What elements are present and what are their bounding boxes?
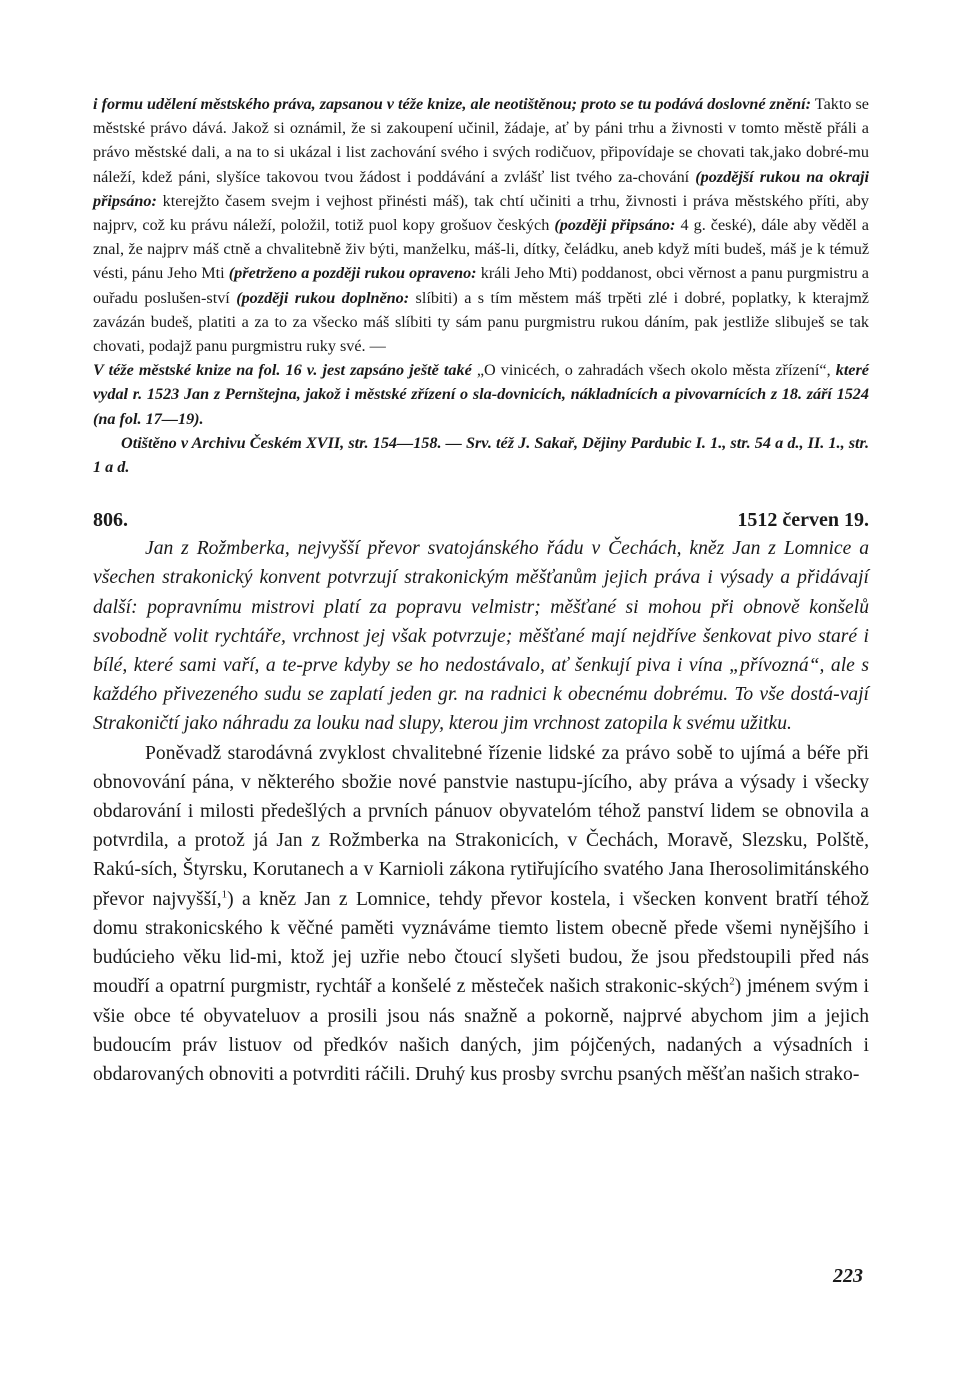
document-header xyxy=(93,509,869,532)
regest-summary: Jan z Rožmberka, nejvyšší převor svatojánského řádu v Čechách, kněz Jan z Lomnice a všechen strakonický konvent potvrzují strakonickým měšťanům jejich práva i výsady a přidávají další: popravnímu mistrovi platí za popravu velmistr; měšťané si mohou při obnově konšelů svobodně volit rychtáře, vrchnost jej však potvrzuje; měšťané mají nejdříve šenkovat pivo staré i bílé, které sami vaří, a te-prve kdyby se ho nedostávalo, ať šenkují piva i vína „přívozná“, ale s každého přivezeného sudu se zaplatí jeden gr. na radnici k obecnému dobrému. To vše dostá-vají Strakoničtí jako náhradu za louku nad slupy, kterou jim vrchnost zatopila k svému užitku. xyxy=(93,538,869,735)
page-content xyxy=(93,92,869,1089)
editorial-note: (později připsáno: xyxy=(554,216,676,235)
text-run: „O vinicéch, o zahradách všech okolo města zřízení“, xyxy=(471,361,836,380)
editorial-note: (později rukou doplněno: xyxy=(236,288,410,307)
document-date: 1512 červen 19. xyxy=(737,509,869,532)
text-run: králi Jeho Mti) poddanost, obci věrnost a panu purgmistru a ouřadu poslušen-ství xyxy=(93,264,869,307)
text-run: slíbiti) a s tím městem máš trpěti zlé i dobré, poplatky, k kterajmž zavázán budeš, platiti a za to za všecko máš slíbiti ty sám panu purgmistru rukou dáním, pak jestliže slibuješ se tak chovati, podajž panu purgmistru ruky své. — xyxy=(93,288,869,356)
text-run: ) jménem svým i všie obce té obyvateluov a prosili jsou nás snažně a pokorně, najprvé abychom jim a jejich budoucím práv listuov od předkóv našich daných, jim pójčených, nadaných a výsadních i obdarovaných obnoviti a potvrditi ráčili. Druhý kus prosby svrchu psaných měšťan našich strako- xyxy=(93,976,869,1085)
text-run: kterejžto časem svejm i vejhost přinésti máš), tak chtí učiniti a trhu, živnosti i práva městského příti, aby najprv, což ku právu náleží, položil, totiž puol kopy grošuov českých xyxy=(93,191,869,235)
page-number: 223 xyxy=(833,1265,863,1287)
paragraph-print-reference: Otištěno v Archivu Českém XVII, str. 154—158. — Srv. též J. Sakař, Dějiny Pardubic I. 1., str. 54 a d., II. 1., str. 1 a d. xyxy=(93,433,869,477)
document-body xyxy=(93,739,869,1089)
editorial-note: i formu udělení městského práva, zapsanou v téže knize, ale neotištěnou; proto se tu podává doslovné znění: xyxy=(93,95,812,113)
text-run: 4 g. české), dále aby věděl a znal, že najprv máš ctně a chvalitebně živ býti, manželku, máš-li, dítky, čeládku, aneb když míti budeš, máš je k témuž vésti, pánu Jeho Mti xyxy=(93,216,869,283)
previous-document-tail xyxy=(93,92,869,479)
footnote-marker: 2 xyxy=(729,975,735,988)
document-number: 806. xyxy=(93,509,128,532)
footnote-marker: 1 xyxy=(221,888,228,901)
text-run: Takto se městské právo dává. Jakož si oznámil, že si zakoupení učinil, žádaje, ať by páni trhu a živnosti v tomto městě přáli a právo městské dali, a na to si ukázal i list zachování svého i svých rodičuov, připovídaje se chovati tak,jako dobré-mu náleží, kdež páni, slyšíce takovou tvou žádost i poddávání a zvlášť list tvého za-chování xyxy=(93,95,869,186)
editorial-note: (přetrženo a později rukou opraveno: xyxy=(228,264,477,283)
editorial-note: které vydal r. 1523 Jan z Pernštejna, jakož i městské zřízení o sla-dovnicích, nákladnících a pivovarnících z 18. září 1524 (na fol. 17—19). xyxy=(93,361,869,428)
editorial-note: V téže městské knize na fol. 16 v. jest zapsáno ještě také xyxy=(93,361,472,380)
editorial-note: (pozdější rukou na okraji připsáno: xyxy=(93,167,869,210)
paragraph-city-law xyxy=(93,92,869,358)
text-run: Poněvadž starodávná zvyklost chvalitebné řízenie lidské za právo sobě to ujímá a béře při obnovování pána, v některého sbožie nové panstvie nastupu-jícího, aby práva a výsady i všecky obdarování i milosti předešlých a prvních pánuov obyvatelóm téhož panství lidem se obnovila a potvrdila, a protož já Jan z Rožmberka na Strakonicích, v Čechách, Moravě, Slezsku, Polště, Rakú-sích, Štyrsku, Korutanech a v Karnioli zákona rytiřujícího svatého Jana Iherosolimitánského převor najvyšší, xyxy=(93,742,869,910)
text-run: ) a kněz Jan z Lomnice, tehdy převor kostela, i všecken konvent bratří téhož domu strakonicského k věčné paměti vyznáváme tiemto listem obecně přede všemi nynějšího i budúcieho věku lid-mi, ktož jej uzřie nebo čtoucí slyšeti budou, že jsou předstoupili před nás moudří a opatrní purgmistr, rychtář a konšelé z městeček našich strakonic-ských xyxy=(93,888,869,998)
paragraph-book-note xyxy=(93,358,869,431)
